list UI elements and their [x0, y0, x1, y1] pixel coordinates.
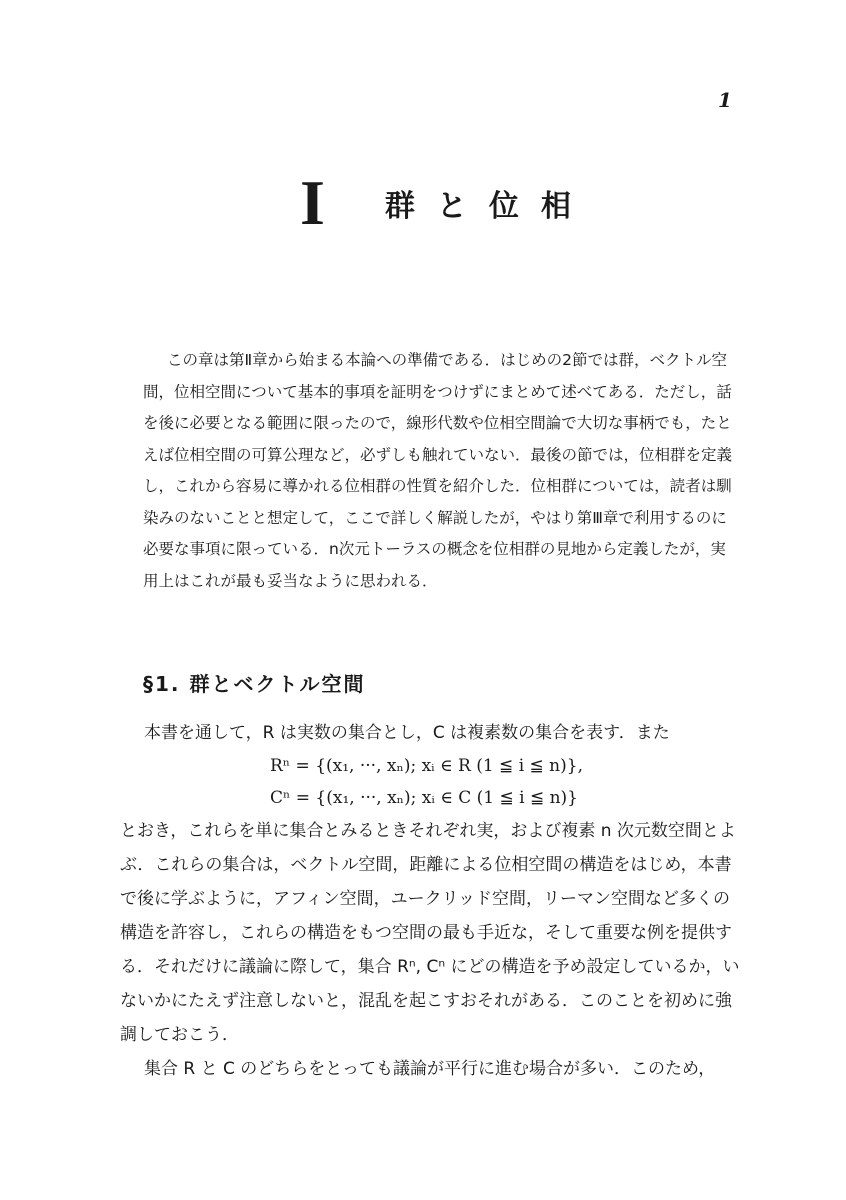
section-body [120, 716, 740, 1086]
chapter-heading [300, 168, 593, 238]
chapter-intro [143, 345, 733, 597]
body-line-1: 本書を通して，R は実数の集合とし，C は複素数の集合を表す．また [144, 723, 670, 743]
page-number: 1 [718, 88, 732, 112]
section-heading: §1. 群とベクトル空間 [143, 672, 366, 696]
body-paragraph-2: とおき，これらを単に集合とみるときそれぞれ実，および複素 n 次元数空間とよぶ．これらの集合は，ベクトル空間，距離による位相空間の構造をはじめ，本書で後に学ぶように，アフィン空間，ユークリッド空間，リーマン空間など多くの構造を許容し，これらの構造をもつ空間の最も手近な，そして重要な例を提供する．それだけに議論に際して，集合 Rⁿ, Cⁿ にどの構造を予め設定しているか，いないかにたえず注意しないと，混乱を起こすおそれがある．このことを初めに強調しておこう． [120, 821, 740, 1045]
formula-cn: Cⁿ = {(x₁, ···, xₙ); xᵢ ∈ C (1 ≦ i ≦ n)} [270, 788, 578, 808]
body-paragraph-3: 集合 R と C のどちらをとっても議論が平行に進む場合が多い．このため， [144, 1059, 716, 1079]
formula-rn: Rⁿ = {(x₁, ···, xₙ); xᵢ ∈ R (1 ≦ i ≦ n)}, [270, 756, 583, 776]
chapter-numeral: I [300, 167, 325, 238]
chapter-title: 群と位相 [384, 189, 593, 224]
intro-paragraph: この章は第Ⅱ章から始まる本論への準備である．はじめの2節では群，ベクトル空間，位相空間について基本的事項を証明をつけずにまとめて述べてある．ただし，話を後に必要となる範囲に限ったので，線形代数や位相空間論で大切な事柄でも，たとえば位相空間の可算公理など，必ずしも触れていない．最後の節では，位相群を定義し，これから容易に導かれる位相群の性質を紹介した．位相群については，読者は馴染みのないことと想定して，ここで詳しく解説したが，やはり第Ⅲ章で利用するのに必要な事項に限っている．n次元トーラスの概念を位相群の見地から定義したが，実用上はこれが最も妥当なように思われる． [143, 351, 733, 590]
